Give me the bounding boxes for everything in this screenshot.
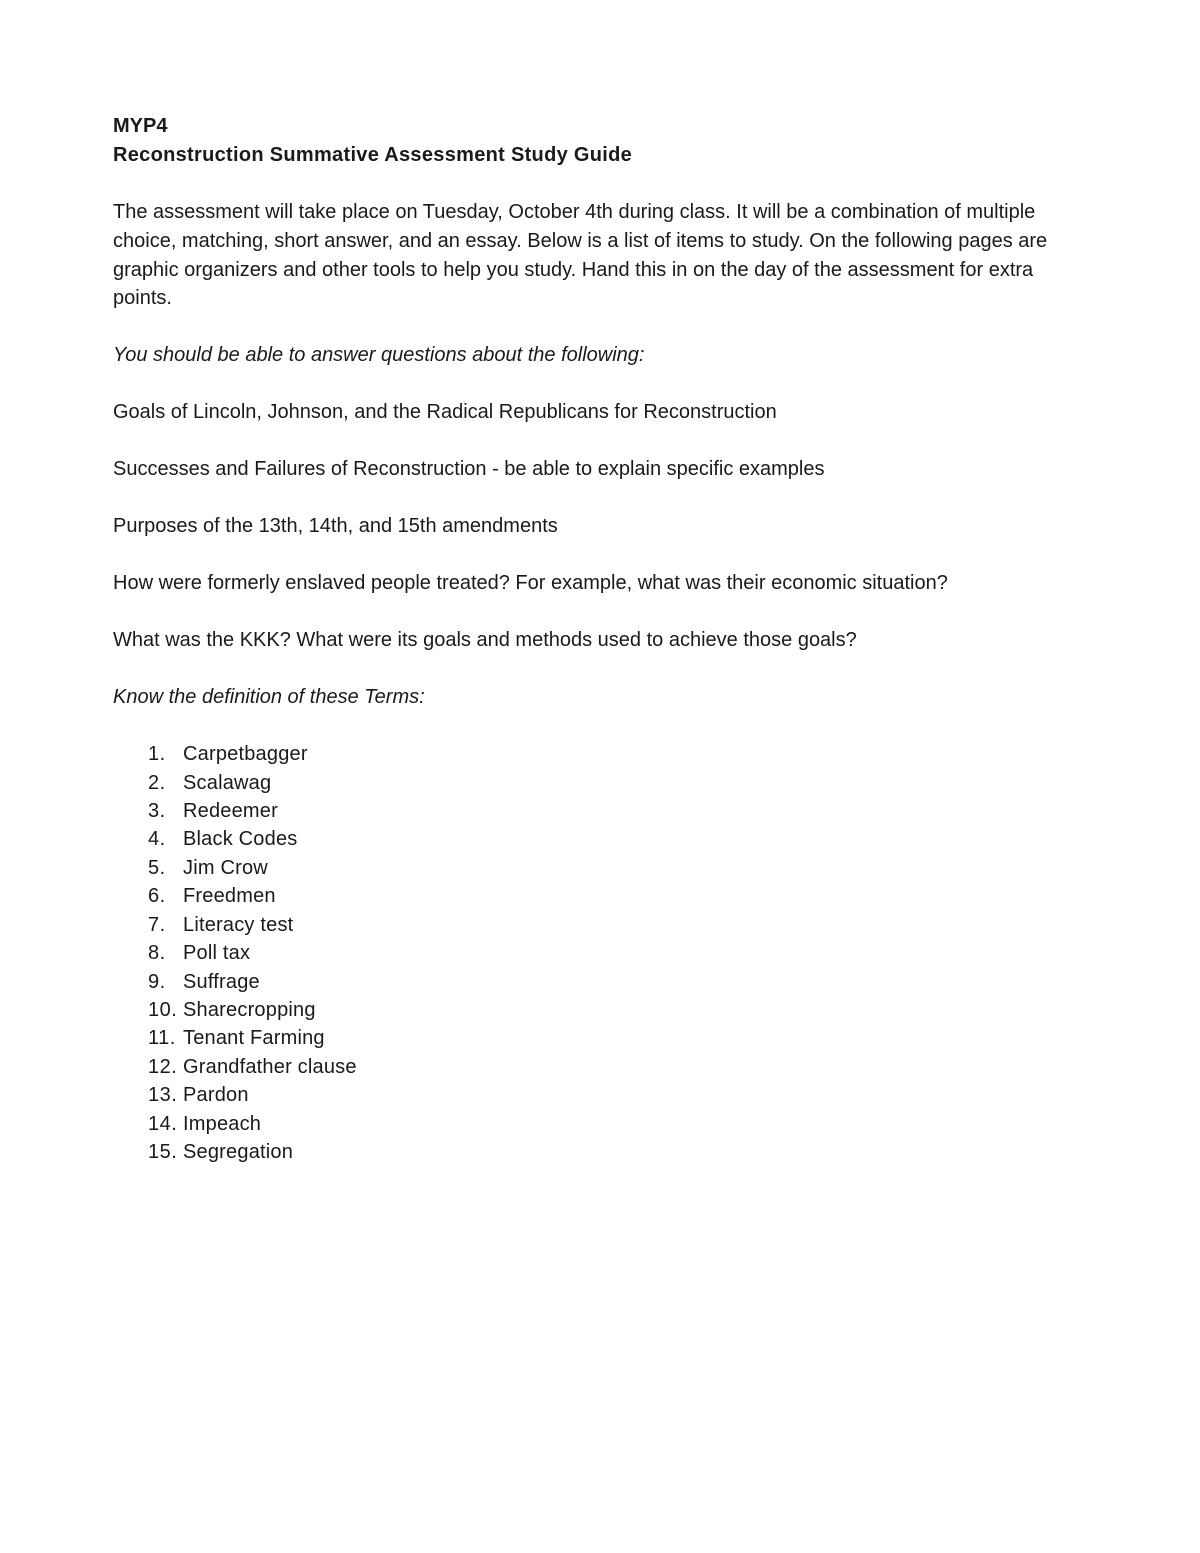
- term-item: [113, 882, 1073, 910]
- term-text: Black Codes: [183, 828, 298, 851]
- term-item: [113, 968, 1073, 996]
- term-item: [113, 740, 1073, 768]
- terms-list: [113, 740, 1073, 1167]
- document-title: Reconstruction Summative Assessment Study Guide: [113, 144, 633, 166]
- term-text: Jim Crow: [183, 856, 268, 879]
- term-number: 10.: [148, 999, 178, 1022]
- term-number: 15.: [148, 1141, 178, 1164]
- term-item: [113, 854, 1073, 882]
- term-item: [113, 939, 1073, 967]
- term-item: [113, 797, 1073, 825]
- term-number: 2.: [148, 771, 166, 794]
- questions-heading: You should be able to answer questions about the following:: [113, 344, 645, 367]
- term-text: Carpetbagger: [183, 743, 308, 766]
- term-text: Impeach: [183, 1112, 262, 1135]
- topic-item: What was the KKK? What were its goals and methods used to achieve those goals?: [113, 629, 857, 652]
- term-number: 11.: [148, 1027, 176, 1050]
- term-text: Redeemer: [183, 799, 278, 822]
- term-text: Segregation: [183, 1141, 294, 1164]
- term-item: [113, 1024, 1073, 1052]
- topic-item: Successes and Failures of Reconstruction - be able to explain specific examples: [113, 458, 825, 481]
- term-number: 6.: [148, 885, 166, 908]
- term-text: Literacy test: [183, 913, 294, 936]
- course-label: MYP4: [113, 115, 168, 137]
- term-item: [113, 1081, 1073, 1109]
- term-number: 7.: [148, 913, 166, 936]
- term-text: Freedmen: [183, 885, 276, 908]
- term-item: [113, 825, 1073, 853]
- term-number: 5.: [148, 856, 166, 879]
- term-item: [113, 769, 1073, 797]
- intro-paragraph: The assessment will take place on Tuesday, October 4th during class. It will be a combination of multiple choice, matching, short answer, and an essay. Below is a list of items to study. On the following pages are graphic organizers and other tools to help you study. Hand this in on the day of the assessment for extra points.: [113, 201, 1048, 310]
- term-number: 1.: [148, 743, 166, 766]
- term-item: [113, 1138, 1073, 1166]
- terms-heading: Know the definition of these Terms:: [113, 686, 425, 709]
- term-number: 9.: [148, 970, 166, 993]
- term-text: Tenant Farming: [183, 1027, 325, 1050]
- term-text: Pardon: [183, 1084, 249, 1107]
- term-number: 14.: [148, 1112, 178, 1135]
- term-number: 13.: [148, 1084, 178, 1107]
- topic-item: Goals of Lincoln, Johnson, and the Radical Republicans for Reconstruction: [113, 401, 777, 424]
- topic-item: Purposes of the 13th, 14th, and 15th amendments: [113, 515, 558, 538]
- term-item: [113, 1053, 1073, 1081]
- term-number: 12.: [148, 1055, 178, 1078]
- term-text: Sharecropping: [183, 999, 316, 1022]
- term-text: Scalawag: [183, 771, 272, 794]
- term-number: 8.: [148, 942, 166, 965]
- term-item: [113, 1110, 1073, 1138]
- term-text: Poll tax: [183, 942, 251, 965]
- term-item: [113, 911, 1073, 939]
- term-item: [113, 996, 1073, 1024]
- term-number: 3.: [148, 799, 166, 822]
- document-page: [113, 112, 1073, 1167]
- term-text: Grandfather clause: [183, 1055, 357, 1078]
- term-number: 4.: [148, 828, 166, 851]
- topic-item: How were formerly enslaved people treated? For example, what was their economic situation?: [113, 572, 948, 595]
- term-text: Suffrage: [183, 970, 260, 993]
